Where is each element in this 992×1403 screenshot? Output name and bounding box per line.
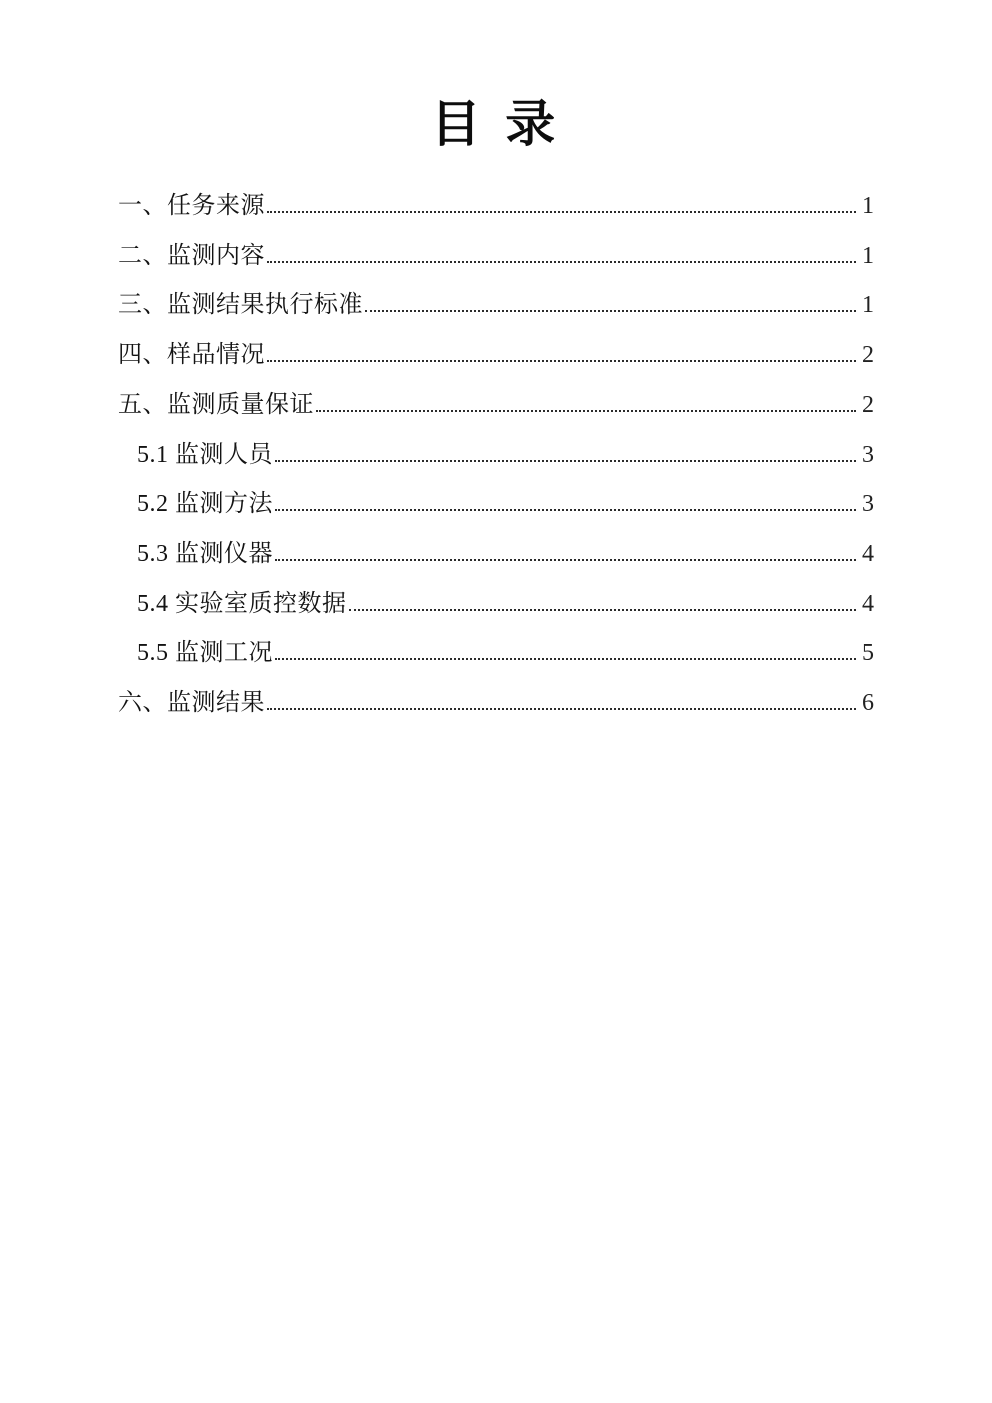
toc-entry-page-number: 4 — [862, 590, 874, 617]
toc-entry — [118, 331, 874, 381]
toc-entry-page-number: 5 — [862, 640, 874, 667]
toc-entry-page-number: 2 — [862, 342, 874, 369]
toc-entry-label: 5.1 监测人员 — [137, 441, 273, 468]
toc-entry-label: 5.5 监测工况 — [137, 640, 273, 667]
toc-entry — [118, 580, 874, 630]
dot-leader — [365, 310, 856, 312]
toc-entry-label: 四、样品情况 — [118, 342, 265, 369]
dot-leader — [267, 261, 856, 263]
dot-leader — [267, 708, 856, 710]
toc-entry — [118, 281, 874, 331]
toc-entry — [118, 182, 874, 232]
toc-entry-page-number: 3 — [862, 491, 874, 518]
toc-entry-label: 五、监测质量保证 — [118, 391, 314, 418]
dot-leader — [316, 410, 856, 412]
toc-entry-label: 六、监测结果 — [118, 690, 265, 717]
dot-leader — [349, 609, 857, 611]
toc-entry — [118, 679, 874, 729]
toc-entry-page-number: 2 — [862, 391, 874, 418]
toc-entry — [118, 629, 874, 679]
dot-leader — [275, 658, 856, 660]
toc-entry — [118, 530, 874, 580]
toc-entry-label: 三、监测结果执行标准 — [118, 292, 363, 319]
toc-entry — [118, 232, 874, 282]
toc-entry — [118, 381, 874, 431]
toc-entry-page-number: 3 — [862, 441, 874, 468]
toc-entry-page-number: 1 — [862, 193, 874, 219]
toc-entry-page-number: 4 — [862, 540, 874, 567]
dot-leader — [275, 509, 856, 511]
toc-entry-label: 5.2 监测方法 — [137, 491, 273, 518]
toc-list — [118, 182, 874, 729]
toc-entry — [118, 431, 874, 481]
toc-entry-page-number: 6 — [862, 690, 874, 717]
toc-entry-label: 一、任务来源 — [118, 193, 265, 219]
toc-entry-label: 5.3 监测仪器 — [137, 540, 273, 567]
dot-leader — [267, 360, 856, 362]
dot-leader — [267, 211, 856, 213]
page-title: 目 录 — [430, 96, 562, 152]
toc-entry-label: 二、监测内容 — [118, 242, 265, 269]
toc-entry-page-number: 1 — [862, 242, 874, 269]
toc-entry-label: 5.4 实验室质控数据 — [137, 590, 347, 617]
dot-leader — [275, 460, 856, 462]
toc-entry — [118, 480, 874, 530]
toc-entry-page-number: 1 — [862, 292, 874, 319]
dot-leader — [275, 559, 856, 561]
